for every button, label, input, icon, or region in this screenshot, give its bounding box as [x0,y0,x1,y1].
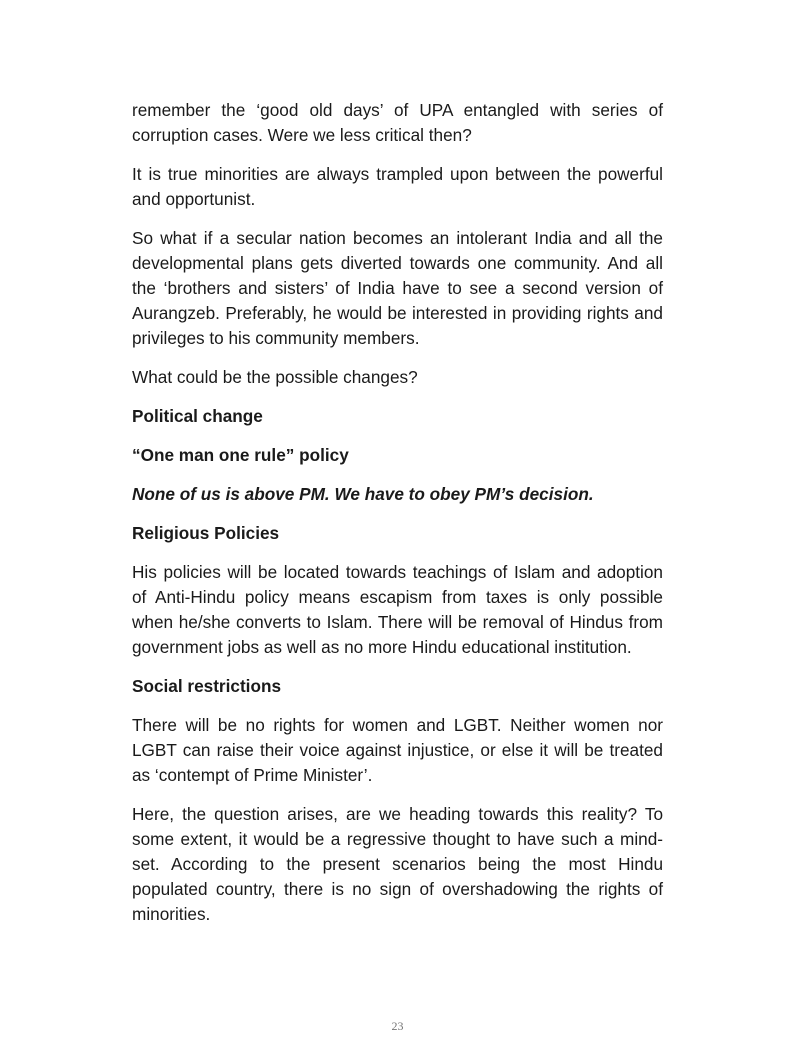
paragraph-minorities-trampled: It is true minorities are always trampled upon between the powerful and opportunist. [132,164,663,209]
paragraph-secular-nation: So what if a secular nation becomes an intolerant India and all the developmental plans gets diverted towards one community. And all the ‘brothers and sisters’ of India have to see a second version of Aurangzeb. Preferably, he would be interested in providing rights and privileges to his community members. [132,228,663,348]
emphasis-obey-pm: None of us is above PM. We have to obey PM’s decision. [132,484,594,504]
heading-political-change: Political change [132,406,263,426]
paragraph-question-arises: Here, the question arises, are we heading towards this reality? To some extent, it would be a regressive thought to have such a mind-set. According to the present scenarios being the most Hindu populated country, there is no sign of overshadowing the rights of minorities. [132,804,663,924]
heading-religious-policies: Religious Policies [132,523,280,543]
paragraph-religious-policies: His policies will be located towards teachings of Islam and adoption of Anti-Hindu policy means escapism from taxes is only possible when he/she converts to Islam. There will be removal of Hindus from government jobs as well as no more Hindu educational institution. [132,562,663,657]
heading-one-man-one-rule: “One man one rule” policy [132,445,349,465]
paragraph-social-restrictions: There will be no rights for women and LGBT. Neither women nor LGBT can raise their voice against injustice, or else it will be treated as ‘contempt of Prime Minister’. [132,715,663,785]
document-page-body [132,98,663,941]
heading-social-restrictions: Social restrictions [132,676,282,696]
paragraph-upa-corruption: remember the ‘good old days’ of UPA entangled with series of corruption cases. Were we less critical then? [132,100,663,145]
paragraph-possible-changes: What could be the possible changes? [132,367,418,387]
page-number: 23 [391,1019,404,1033]
